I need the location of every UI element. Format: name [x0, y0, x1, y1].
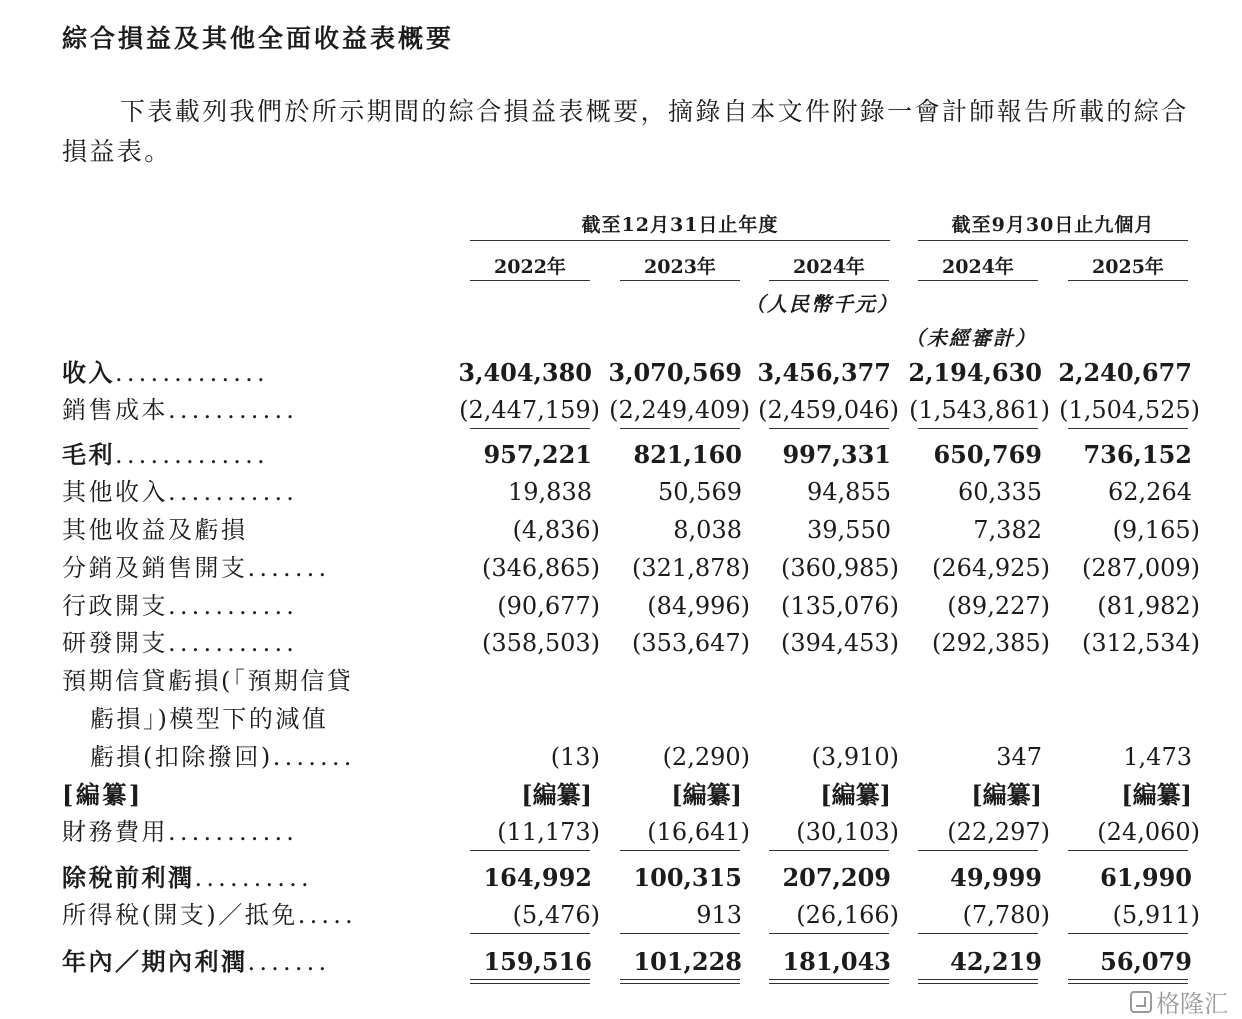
table-cell: (90,677): [497, 592, 600, 620]
year-header: 2024年: [793, 256, 865, 278]
total-double-rule: [918, 979, 1038, 984]
table-cell: (11,173): [497, 818, 600, 846]
row-label: 虧損」)模型下的減值: [90, 705, 329, 733]
table-cell: (13): [550, 743, 600, 771]
table-cell: (26,166): [796, 901, 899, 929]
subtotal-rule: [769, 850, 889, 851]
table-cell: 3,456,377: [757, 358, 891, 387]
table-cell: (81,982): [1097, 592, 1200, 620]
table-cell: (9,165): [1112, 516, 1200, 544]
table-cell: (2,290): [662, 743, 750, 771]
table-cell: 50,569: [658, 478, 742, 506]
table-cell: (30,103): [796, 818, 899, 846]
table-cell: 42,219: [950, 947, 1042, 976]
row-label: 虧損(扣除撥回).......: [90, 743, 356, 771]
gelonghui-logo-icon: [1130, 991, 1152, 1013]
table-cell: 49,999: [950, 863, 1042, 892]
subtotal-rule: [1068, 933, 1188, 934]
year-header: 2024年: [942, 256, 1014, 278]
table-cell: (312,534): [1082, 629, 1200, 657]
table-cell: (7,780): [962, 901, 1050, 929]
group-header-nine-months-rule: [918, 240, 1188, 241]
row-label: 財務費用...........: [62, 818, 299, 846]
row-label: 研發開支...........: [62, 629, 299, 657]
table-cell: (394,453): [781, 629, 899, 657]
unaudited-note: （未經審計）: [905, 326, 1037, 350]
table-cell: (16,641): [647, 818, 750, 846]
table-cell: 164,992: [483, 863, 592, 892]
table-cell: (24,060): [1097, 818, 1200, 846]
table-cell: (346,865): [482, 554, 600, 582]
year-header: 2025年: [1092, 256, 1164, 278]
table-cell: [編纂]: [521, 780, 592, 809]
table-cell: (135,076): [781, 592, 899, 620]
year-header-rule: [470, 280, 590, 281]
subtotal-rule: [620, 850, 740, 851]
total-double-rule: [620, 979, 740, 984]
table-cell: 1,473: [1123, 743, 1192, 771]
table-cell: (264,925): [932, 554, 1050, 582]
row-label: 所得稅(開支)／抵免.....: [62, 901, 357, 929]
subtotal-rule: [1068, 850, 1188, 851]
table-cell: 3,070,569: [608, 358, 742, 387]
subtotal-rule: [769, 933, 889, 934]
group-header-annual-rule: [470, 240, 890, 241]
group-header-annual: 截至12月31日止年度: [581, 214, 779, 236]
row-label: 毛利.............: [62, 440, 269, 469]
table-cell: 2,194,630: [908, 358, 1042, 387]
table-cell: (2,447,159): [459, 396, 600, 424]
table-cell: (3,910): [811, 743, 899, 771]
table-cell: 101,228: [633, 947, 742, 976]
group-header-nine-months: 截至9月30日止九個月: [951, 214, 1155, 236]
table-cell: 821,160: [633, 440, 742, 469]
row-label: 年內／期內利潤.......: [62, 947, 331, 976]
row-label: 其他收益及虧損: [62, 516, 248, 544]
table-cell: 2,240,677: [1058, 358, 1192, 387]
unit-note: （人民幣千元）: [745, 292, 899, 316]
row-label: 其他收入...........: [62, 478, 299, 506]
watermark: [1130, 984, 1228, 1019]
table-cell: (2,249,409): [609, 396, 750, 424]
table-cell: (4,836): [512, 516, 600, 544]
table-cell: (292,385): [932, 629, 1050, 657]
year-header: 2022年: [494, 256, 566, 278]
row-label: 分銷及銷售開支.......: [62, 554, 331, 582]
subtotal-rule: [1068, 428, 1188, 429]
row-label: 收入.............: [62, 358, 269, 387]
watermark-text: 格隆汇: [1156, 990, 1228, 1018]
subtotal-rule: [918, 428, 1038, 429]
row-label: 銷售成本...........: [62, 396, 299, 424]
year-header-rule: [918, 280, 1038, 281]
section-title: 綜合損益及其他全面收益表概要: [62, 24, 455, 53]
table-cell: (358,503): [482, 629, 600, 657]
year-header-rule: [1068, 280, 1188, 281]
table-cell: 347: [996, 743, 1042, 771]
table-cell: (1,504,525): [1059, 396, 1200, 424]
subtotal-rule: [769, 428, 889, 429]
table-cell: (89,227): [947, 592, 1050, 620]
subtotal-rule: [918, 933, 1038, 934]
total-double-rule: [470, 979, 590, 984]
table-cell: 8,038: [673, 516, 742, 544]
table-cell: (287,009): [1082, 554, 1200, 582]
table-cell: 62,264: [1108, 478, 1192, 506]
table-cell: (22,297): [947, 818, 1050, 846]
intro-paragraph: 下表載列我們於所示期間的綜合損益表概要，摘錄自本文件附錄一會計師報告所載的綜合損益表。: [62, 97, 1189, 166]
table-cell: 19,838: [508, 478, 592, 506]
table-cell: 39,550: [807, 516, 891, 544]
table-cell: (353,647): [632, 629, 750, 657]
row-label: 預期信貸虧損(「預期信貸: [62, 667, 354, 695]
table-cell: 7,382: [973, 516, 1042, 544]
subtotal-rule: [918, 850, 1038, 851]
table-cell: 997,331: [782, 440, 891, 469]
table-cell: 3,404,380: [458, 358, 592, 387]
table-cell: (321,878): [632, 554, 750, 582]
table-cell: [編纂]: [971, 780, 1042, 809]
table-cell: 181,043: [782, 947, 891, 976]
table-cell: [編纂]: [1121, 780, 1192, 809]
table-cell: (5,911): [1112, 901, 1200, 929]
table-cell: (1,543,861): [909, 396, 1050, 424]
table-cell: 56,079: [1100, 947, 1192, 976]
subtotal-rule: [470, 933, 590, 934]
table-cell: 61,990: [1100, 863, 1192, 892]
table-cell: (360,985): [781, 554, 899, 582]
table-cell: 94,855: [807, 478, 891, 506]
row-label: 行政開支...........: [62, 592, 299, 620]
subtotal-rule: [620, 933, 740, 934]
row-label: [編纂]: [62, 780, 143, 809]
total-double-rule: [769, 979, 889, 984]
subtotal-rule: [470, 850, 590, 851]
table-cell: 913: [696, 901, 742, 929]
table-cell: 957,221: [483, 440, 592, 469]
table-cell: [編纂]: [671, 780, 742, 809]
year-header-rule: [620, 280, 740, 281]
row-label: 除稅前利潤..........: [62, 863, 313, 892]
subtotal-rule: [470, 428, 590, 429]
table-cell: 60,335: [958, 478, 1042, 506]
table-cell: 650,769: [933, 440, 1042, 469]
table-cell: 100,315: [633, 863, 742, 892]
table-cell: 736,152: [1083, 440, 1192, 469]
year-header-rule: [769, 280, 889, 281]
table-cell: (84,996): [647, 592, 750, 620]
table-cell: (2,459,046): [758, 396, 899, 424]
table-cell: (5,476): [512, 901, 600, 929]
year-header: 2023年: [644, 256, 716, 278]
subtotal-rule: [620, 428, 740, 429]
table-cell: 159,516: [483, 947, 592, 976]
table-cell: [編纂]: [820, 780, 891, 809]
table-cell: 207,209: [782, 863, 891, 892]
